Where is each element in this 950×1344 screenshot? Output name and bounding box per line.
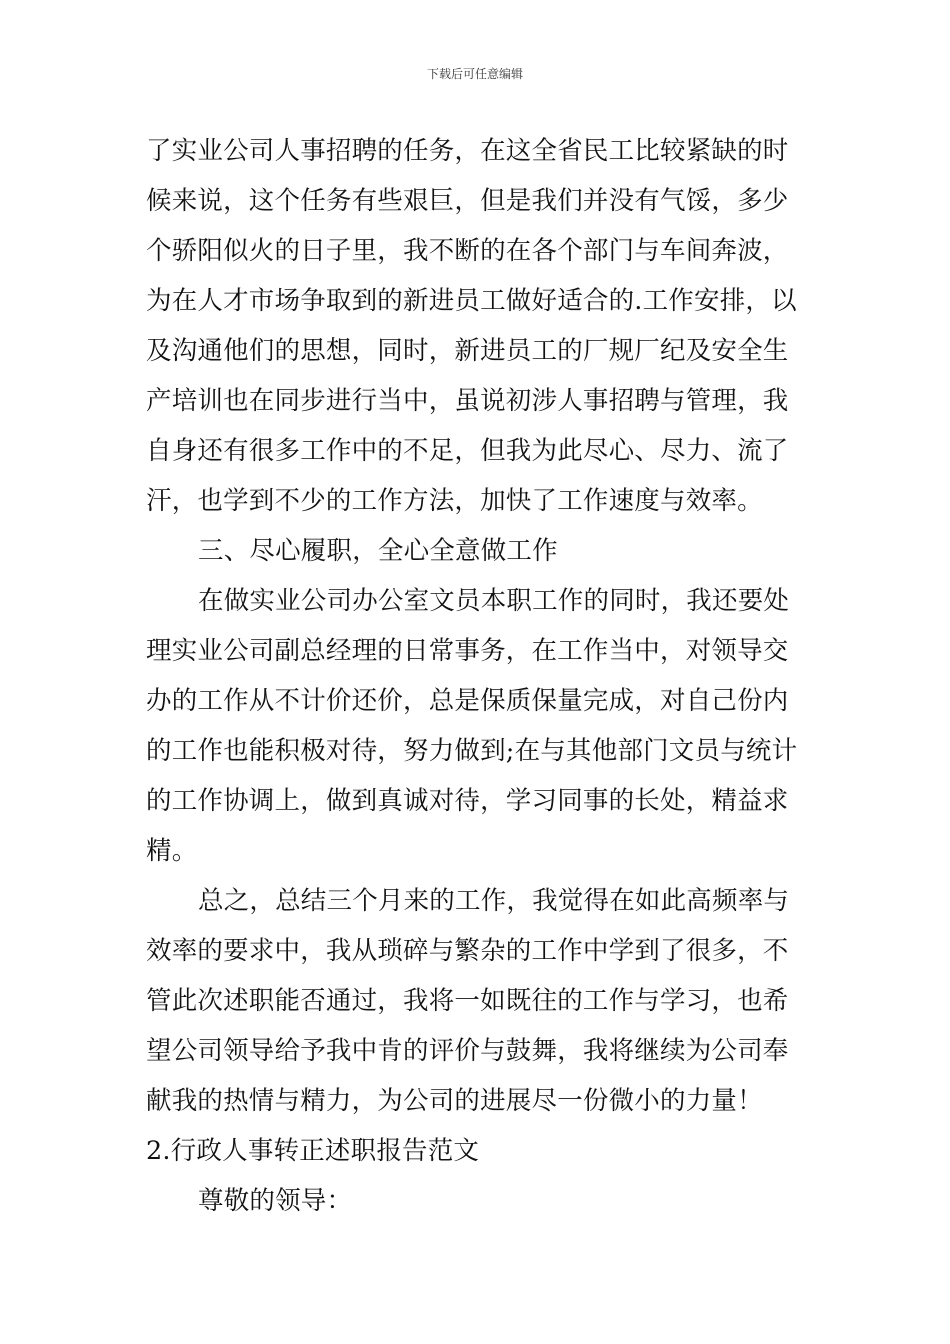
text-line: 精。 xyxy=(146,836,198,866)
text-line: 汗，也学到不少的工作方法，加快了工作速度与效率。 xyxy=(146,486,763,516)
text-line: 为在人才市场争取到的新进员工做好适合的.工作安排，以 xyxy=(146,286,797,316)
text-line: 自身还有很多工作中的不足，但我为此尽心、尽力、流了 xyxy=(146,436,789,466)
text-line: 效率的要求中，我从琐碎与繁杂的工作中学到了很多，不 xyxy=(146,936,789,966)
text-line: 总之，总结三个月来的工作，我觉得在如此高频率与 xyxy=(198,886,790,916)
text-line: 了实业公司人事招聘的任务，在这全省民工比较紧缺的时 xyxy=(146,136,789,166)
text-line: 产培训也在同步进行当中，虽说初涉人事招聘与管理，我 xyxy=(146,386,789,416)
text-line: 个骄阳似火的日子里，我不断的在各个部门与车间奔波， xyxy=(146,236,789,266)
text-line: 的工作也能积极对待，努力做到;在与其他部门文员与统计 xyxy=(146,736,798,766)
document-body xyxy=(146,126,816,1226)
text-line: 的工作协调上，做到真诚对待，学习同事的长处，精益求 xyxy=(146,786,789,816)
article-title: 2.行政人事转正述职报告范文 xyxy=(146,1136,480,1166)
text-line: 理实业公司副总经理的日常事务，在工作当中，对领导交 xyxy=(146,636,789,666)
page-header: 下载后可任意编辑 xyxy=(426,67,523,81)
text-line: 望公司领导给予我中肯的评价与鼓舞，我将继续为公司奉 xyxy=(146,1036,789,1066)
text-line: 办的工作从不计价还价，总是保质保量完成，对自己份内 xyxy=(146,686,789,716)
salutation: 尊敬的领导： xyxy=(198,1186,353,1216)
text-line: 在做实业公司办公室文员本职工作的同时，我还要处 xyxy=(198,586,790,616)
text-line: 及沟通他们的思想，同时，新进员工的厂规厂纪及安全生 xyxy=(146,336,789,366)
section-heading: 三、尽心履职，全心全意做工作 xyxy=(198,536,558,566)
text-line: 献我的热情与精力，为公司的进展尽一份微小的力量！ xyxy=(146,1086,763,1116)
text-line: 管此次述职能否通过，我将一如既往的工作与学习，也希 xyxy=(146,986,789,1016)
text-line: 候来说，这个任务有些艰巨，但是我们并没有气馁，多少 xyxy=(146,186,789,216)
